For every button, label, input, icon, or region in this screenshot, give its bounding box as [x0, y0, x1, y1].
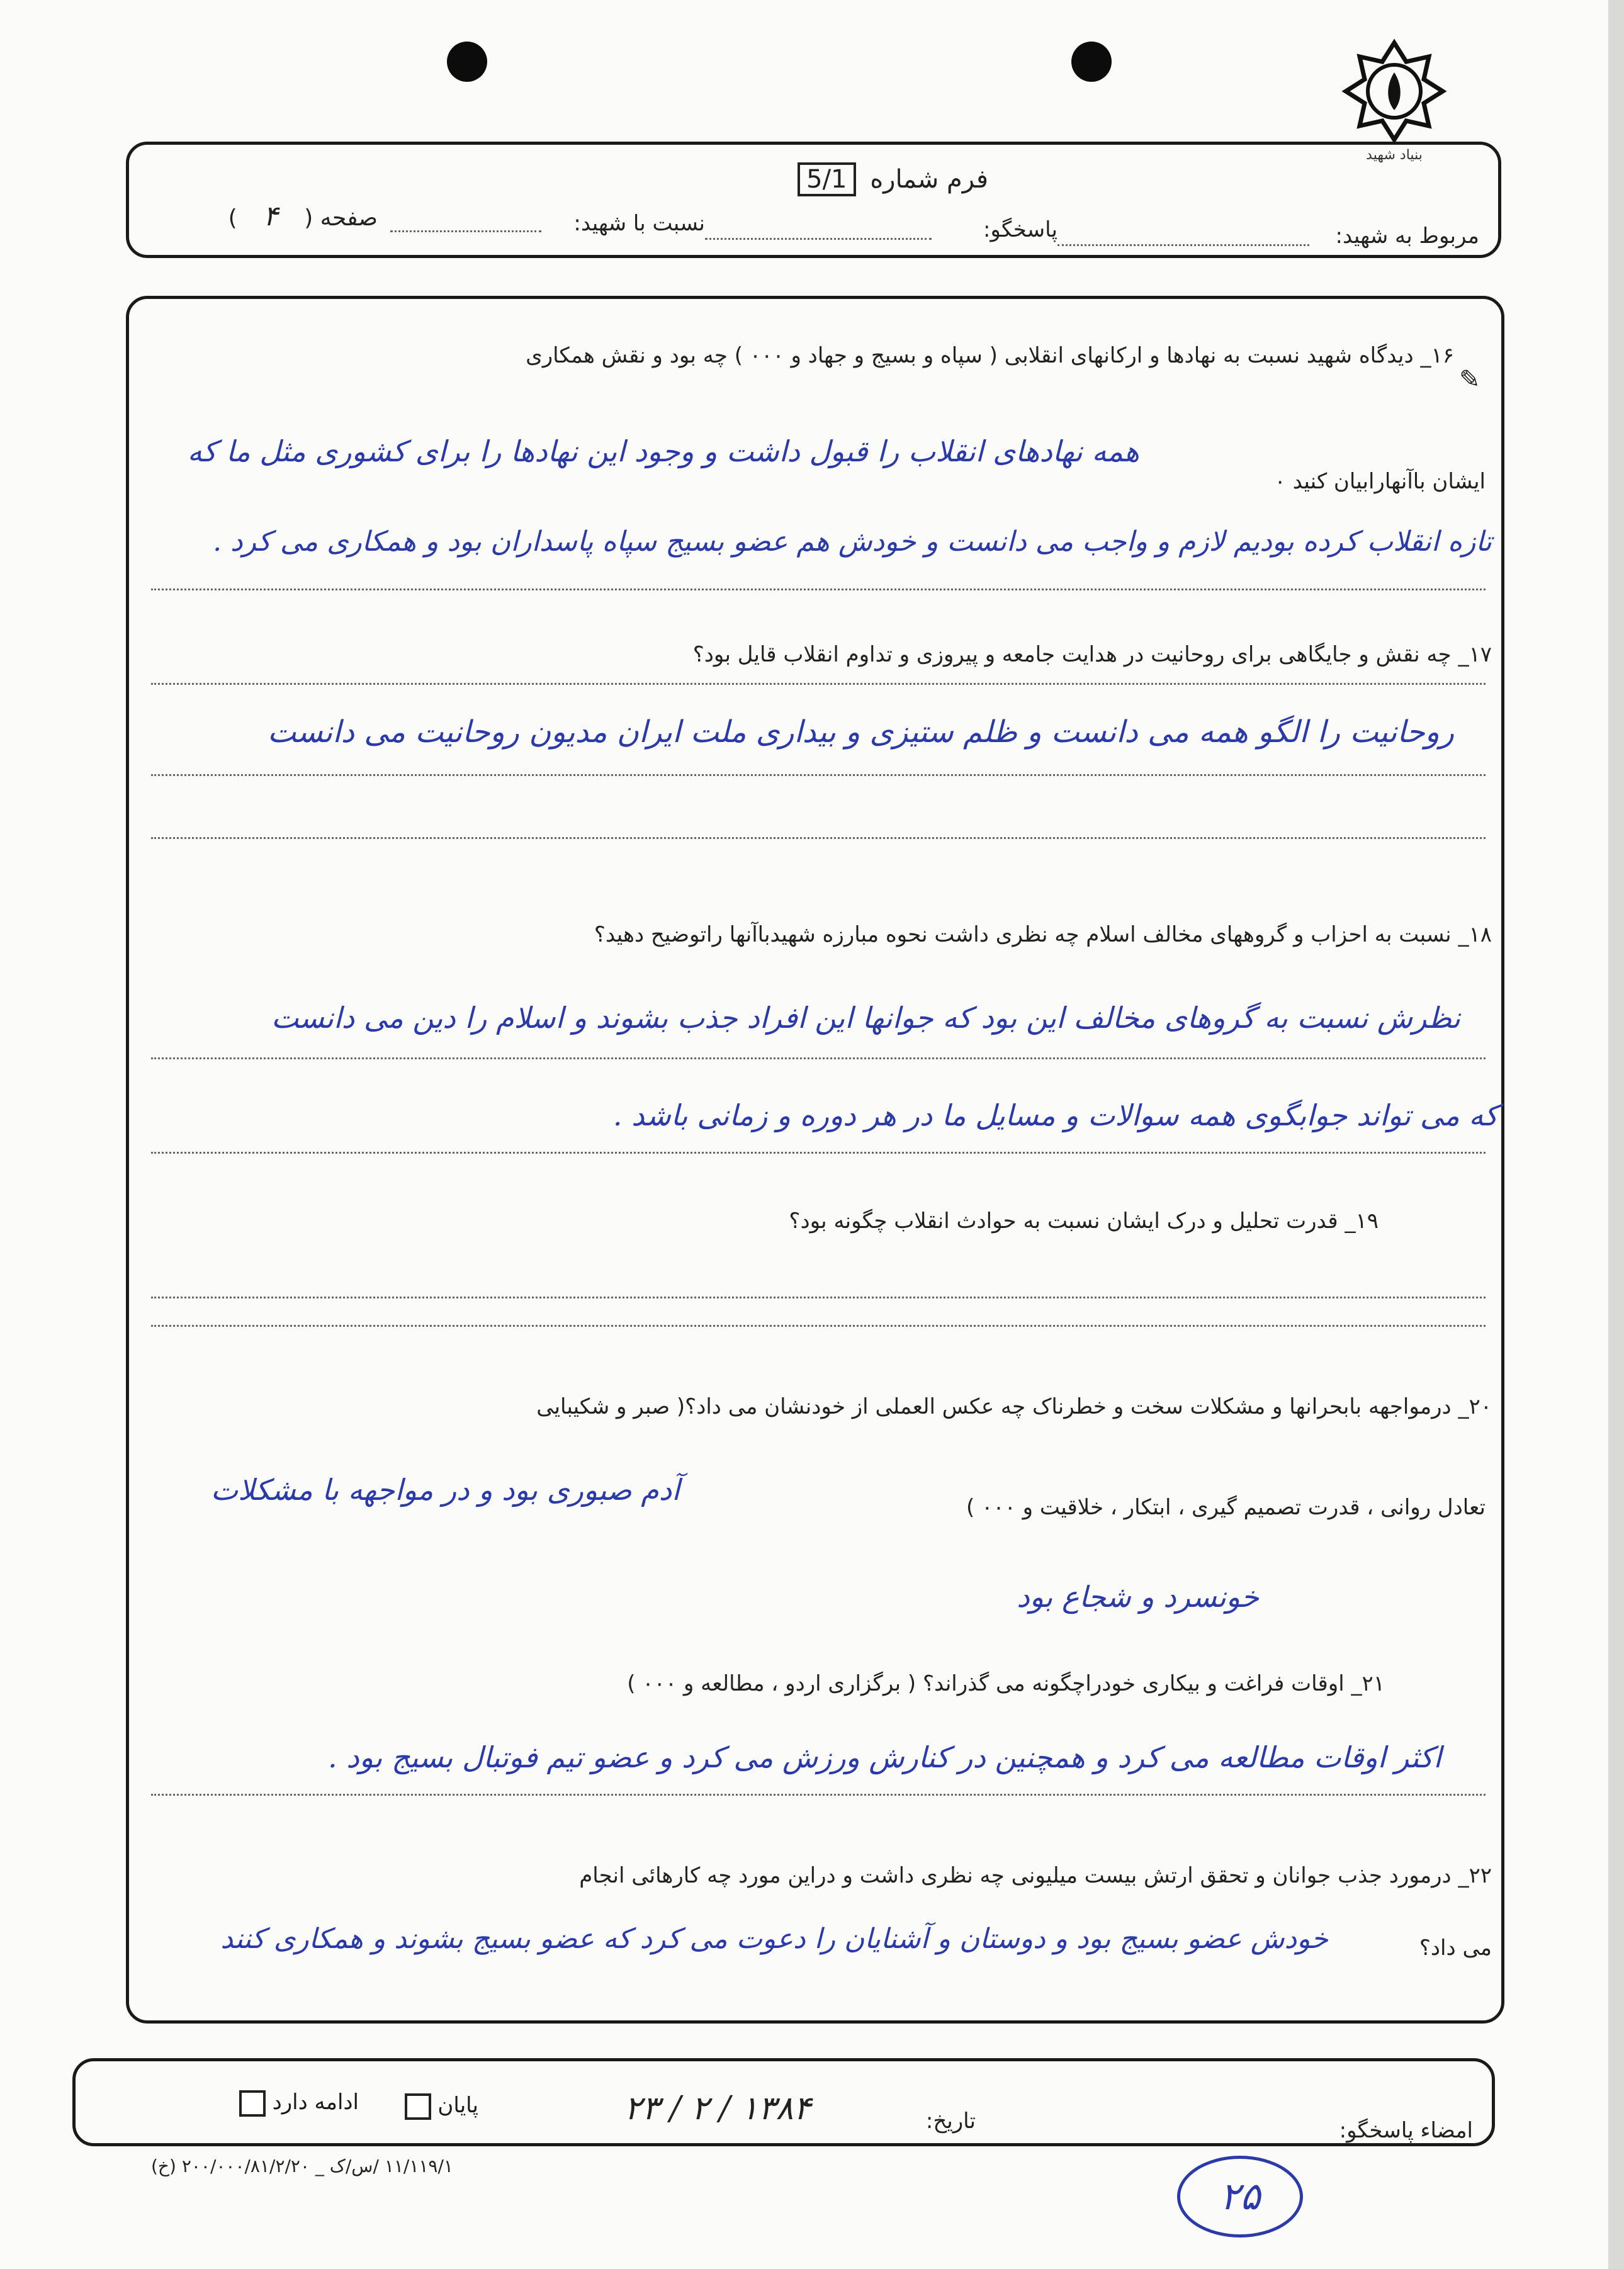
q18-answer-line2: که می تواند جوابگوی همه سوالات و مسایل ما در هر دوره و زمانی باشد . — [612, 1098, 1498, 1132]
continues-checkbox[interactable] — [239, 2090, 266, 2117]
relation-field[interactable] — [390, 230, 541, 232]
relation-label: نسبت با شهید: — [573, 211, 705, 236]
page-circle-number: ۲۵ — [1219, 2175, 1261, 2219]
logo-caption: بنیاد شهید — [1366, 147, 1423, 163]
q17-line1 — [151, 683, 1486, 685]
q18-answer-line1: نظرش نسبت به گروهای مخالف این بود که جوانها این افراد جذب بشوند و اسلام را دین می دانست — [271, 1001, 1460, 1035]
q20-text-line2: تعادل روانی ، قدرت تصمیم گیری ، ابتکار ، خلاقیت و ۰۰۰ ) — [966, 1495, 1486, 1520]
respondent-field[interactable] — [705, 238, 932, 240]
end-label: پایان — [437, 2093, 478, 2118]
page-circle — [1177, 2156, 1303, 2238]
q18-text — [176, 922, 1492, 947]
q16-label: دیدگاه شهید نسبت به نهادها و ارکانهای انقلابی ( سپاه و بسیج و جهاد و ۰۰۰ ) چه بود و نقش همکاری — [526, 343, 1414, 368]
form-title — [724, 165, 988, 194]
q21-line1 — [151, 1794, 1486, 1796]
q19-number: ۱۹_ — [1345, 1208, 1379, 1234]
q20-answer-line2: خونسرد و شجاع بود — [1017, 1580, 1259, 1614]
q19-label: قدرت تحلیل و درک ایشان نسبت به حوادث انقلاب چگونه بود؟ — [789, 1208, 1338, 1234]
q19-text — [592, 1208, 1379, 1234]
related-to-label: مربوط به شهید: — [1335, 223, 1479, 249]
q18-number: ۱۸_ — [1458, 922, 1492, 947]
q17-number: ۱۷_ — [1458, 642, 1492, 667]
q21-text — [390, 1671, 1385, 1696]
q19-line2 — [151, 1325, 1486, 1327]
q16-text-line2: ایشان باآنهارابیان کنید ۰ — [1274, 469, 1486, 494]
q21-label: اوقات فراغت و بیکاری خودراچگونه می گذراند؟ ( برگزاری اردو ، مطالعه و ۰۰۰ ) — [627, 1671, 1345, 1696]
logo-emblem-icon — [1341, 38, 1448, 145]
q17-answer-line1: روحانیت را الگو همه می دانست و ظلم ستیزی و بیداری ملت ایران مدیون روحانیت می دانست — [267, 714, 1454, 750]
q17-line2 — [151, 774, 1486, 776]
q22-text-line2: می داد؟ — [1419, 1935, 1492, 1961]
form-code: ۱۱/۱۱۹/۱ /س/ک _ ۲۰۰/۰۰۰/۸۱/۲/۲۰ (خ) — [151, 2156, 453, 2176]
continues-label: ادامه دارد — [272, 2090, 359, 2115]
respondent-label: پاسخگو: — [983, 217, 1057, 242]
q20-answer-line1: آدم صبوری بود و در مواجهه با مشکلات — [210, 1473, 680, 1507]
q19-line1 — [151, 1297, 1486, 1298]
q18-line1 — [151, 1057, 1486, 1059]
end-option[interactable] — [371, 2093, 478, 2120]
continues-option[interactable] — [208, 2090, 359, 2117]
q17-line3 — [151, 837, 1486, 839]
related-to-field[interactable] — [1057, 244, 1309, 246]
pencil-icon: ✎ — [1459, 365, 1480, 394]
q22-answer-line1: خودش عضو بسیج بود و دوستان و آشنایان را دعوت می کرد که عضو بسیج بشوند و همکاری کنند — [220, 1923, 1328, 1955]
q17-label: چه نقش و جایگاهی برای روحانیت در هدایت جامعه و پیروزی و تداوم انقلاب قایل بود؟ — [692, 642, 1452, 667]
date-label: تاریخ: — [925, 2109, 976, 2134]
q17-text — [340, 642, 1492, 667]
q21-number: ۲۱_ — [1351, 1671, 1385, 1696]
q22-text-line1 — [170, 1863, 1492, 1888]
q16-number: ۱۶_ — [1420, 343, 1454, 368]
page-number: ۴ — [263, 200, 278, 232]
q16-line3 — [151, 588, 1486, 590]
q20-text-line1 — [138, 1394, 1492, 1419]
q18-line2 — [151, 1152, 1486, 1154]
q16-text-line1 — [151, 343, 1454, 368]
signature-label: امضاء پاسخگو: — [1339, 2118, 1473, 2143]
q16-answer-line1: همه نهادهای انقلاب را قبول داشت و وجود این نهادها را برای کشوری مثل ما که — [187, 434, 1139, 468]
page-indicator — [170, 200, 378, 232]
form-title-label: فرم شماره — [870, 165, 988, 194]
q20-label: درمواجهه بابحرانها و مشکلات سخت و خطرناک چه عکس العملی از خودنشان می داد؟( صبر و شکیبایی — [536, 1394, 1452, 1419]
punch-hole-left — [447, 42, 487, 82]
page-close: ) — [228, 205, 237, 231]
q22-label: درمورد جذب جوانان و تحقق ارتش بیست میلیونی چه نظری داشت و دراین مورد چه کارهائی انجام — [579, 1863, 1452, 1888]
page-edge-shadow — [1608, 0, 1624, 2269]
q22-number: ۲۲_ — [1458, 1863, 1492, 1888]
end-checkbox[interactable] — [405, 2093, 431, 2120]
q18-label: نسبت به احزاب و گروههای مخالف اسلام چه نظری داشت نحوه مبارزه شهیدباآنها راتوضیح دهید؟ — [594, 922, 1452, 947]
page-label: صفحه ( — [304, 205, 378, 231]
date-value: ۱۳۸۴ / ۲ / ۲۳ — [624, 2090, 811, 2127]
form-number: 5/1 — [798, 162, 855, 196]
q21-answer-line1: اکثر اوقات مطالعه می کرد و همچنین در کنارش ورزش می کرد و عضو تیم فوتبال بسیج بود . — [328, 1740, 1441, 1774]
punch-hole-right — [1071, 42, 1112, 82]
q20-number: ۲۰_ — [1458, 1394, 1492, 1419]
q16-answer-line2: تازه انقلاب کرده بودیم لازم و واجب می دانست و خودش هم عضو بسیج سپاه پاسداران بود و همکاری می کرد . — [213, 526, 1492, 558]
